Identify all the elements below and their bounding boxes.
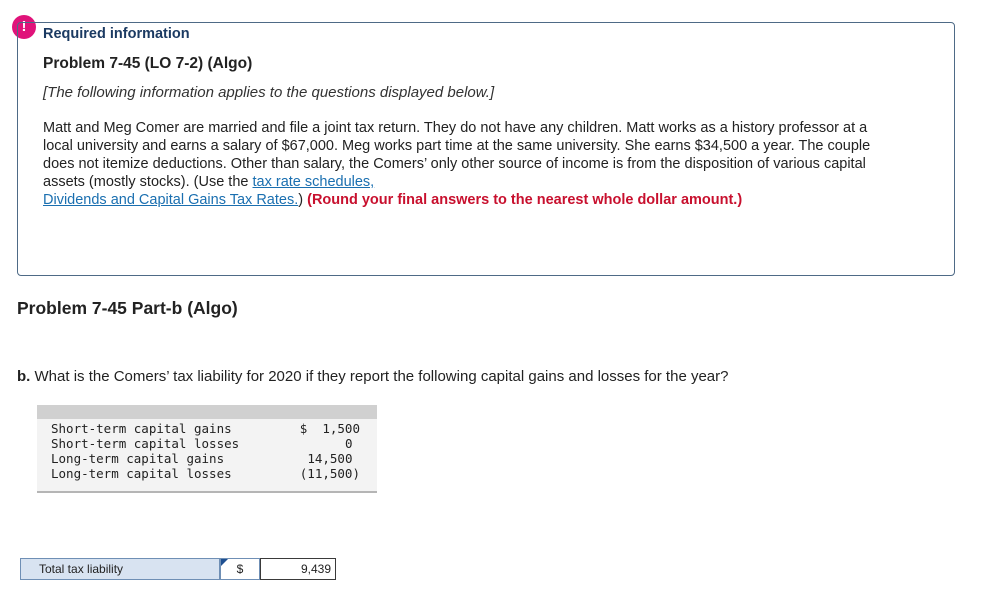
- paren-close: ): [298, 192, 304, 208]
- required-information-label: Required information: [43, 26, 190, 42]
- tax-rate-schedules-link[interactable]: tax rate schedules,: [252, 174, 375, 190]
- row-label: Short-term capital losses: [51, 436, 240, 451]
- row-label: Long-term capital gains: [51, 451, 225, 466]
- total-tax-liability-input[interactable]: 9,439: [260, 558, 336, 580]
- row-value: 0: [344, 436, 360, 451]
- row-value: (11,500): [299, 466, 360, 481]
- problem-note: [The following information applies to the questions displayed below.]: [43, 84, 495, 101]
- table-row: [37, 466, 377, 481]
- dividends-capital-gains-link[interactable]: Dividends and Capital Gains Tax Rates.: [43, 192, 299, 208]
- flag-icon: [221, 559, 228, 566]
- table-row: [37, 436, 377, 451]
- question: [17, 368, 728, 385]
- row-label: Long-term capital losses: [51, 466, 232, 481]
- currency-cell: [220, 558, 260, 580]
- capital-gains-table: [37, 405, 377, 493]
- row-value: 14,500: [307, 451, 360, 466]
- part-title: Problem 7-45 Part-b (Algo): [17, 298, 238, 318]
- total-tax-liability-label: Total tax liability: [20, 558, 220, 580]
- question-text: What is the Comers’ tax liability for 2020 if they report the following capital gains and losses for the year?: [34, 368, 729, 385]
- table-row: [37, 451, 377, 466]
- row-value: $ 1,500: [299, 421, 360, 436]
- rounding-instruction: (Round your final answers to the nearest whole dollar amount.): [307, 192, 743, 208]
- answer-row: [20, 558, 331, 580]
- alert-icon: !: [12, 15, 36, 39]
- problem-text: Matt and Meg Comer are married and file a joint tax return. They do not have any children. Matt works as a history professor at a local university and earns a salary of $67,000. Meg works part time at the same university. She earns $34,500 a year. The couple does not itemize deductions. Other than salary, the Comers’ only other source of income is from the disposition of various capital assets (mostly stocks). (Use the: [43, 120, 871, 190]
- currency-symbol: $: [236, 562, 244, 576]
- problem-description: [43, 119, 893, 209]
- question-prefix: b.: [17, 368, 31, 385]
- problem-title: Problem 7-45 (LO 7-2) (Algo): [43, 55, 253, 72]
- table-row: [37, 421, 377, 436]
- row-label: Short-term capital gains: [51, 421, 232, 436]
